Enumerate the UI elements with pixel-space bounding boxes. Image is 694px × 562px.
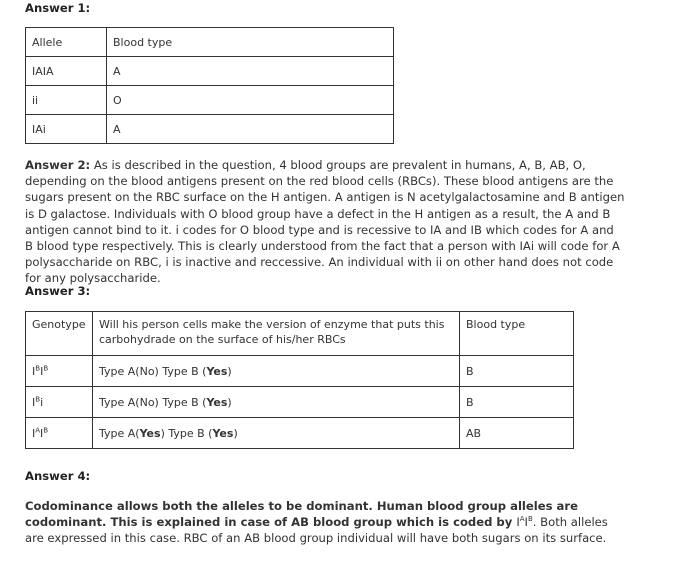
enzyme-cell: Type A(Yes) Type B (Yes) [93, 418, 460, 449]
type-a-value: (No) [135, 364, 159, 378]
blood-type-cell: O [107, 86, 394, 115]
genotype-base: i [40, 395, 44, 409]
blood-type-cell: B [460, 387, 574, 418]
answer2-heading: Answer 2: [25, 158, 91, 172]
header-cell: Allele [26, 28, 107, 57]
header-cell: Blood type [107, 28, 394, 57]
genotype-sup: B [43, 363, 49, 372]
type-a-value: (No) [135, 395, 159, 409]
answer3-heading: Answer 3: [25, 284, 91, 298]
genotype-base: I [32, 364, 36, 378]
genotype-base: I [32, 395, 36, 409]
table-header-row [26, 28, 394, 57]
type-b-value: Yes [206, 395, 228, 409]
genotype-base: I [32, 426, 36, 440]
type-a-label: Type A [99, 364, 136, 378]
type-a-label: Type A [99, 426, 136, 440]
answer4-rest-text: . Both alleles are expressed in this case. RBC of an AB blood group individual will have both sugars on its surface. [25, 515, 608, 546]
blood-type-cell: AB [460, 418, 574, 449]
table-row [26, 387, 574, 418]
genotype-base: I [40, 364, 44, 378]
blood-type-cell: A [107, 57, 394, 86]
genotype-cell [26, 418, 93, 449]
genotype-sup: B [35, 363, 41, 372]
answer1-heading: Answer 1: [25, 1, 91, 15]
genotype-sup: B [527, 515, 533, 524]
table-row [26, 57, 394, 86]
answer4-bold-text: Codominance allows both the alleles to be dominant. Human blood group alleles are codominant. This is explained in case of AB blood group which is coded by [25, 499, 578, 530]
genotype-table [25, 311, 574, 449]
genotype-sup: A [35, 425, 41, 434]
table-row [26, 115, 394, 144]
type-b-value: Yes [212, 426, 234, 440]
type-b-value: Yes [206, 364, 228, 378]
header-cell: Blood type [460, 312, 574, 356]
type-b-label: Type B [164, 426, 209, 440]
enzyme-cell: Type A(No) Type B (Yes) [93, 387, 460, 418]
genotype-sup: A [519, 515, 525, 524]
type-a-label: Type A [99, 395, 136, 409]
table-row [26, 418, 574, 449]
genotype-base: I [40, 426, 44, 440]
blood-type-cell: B [460, 356, 574, 387]
type-a-value: Yes [139, 426, 161, 440]
genotype-cell [26, 387, 93, 418]
allele-cell: IAIA [26, 57, 107, 86]
genotype-sup: B [43, 425, 49, 434]
table-row [26, 356, 574, 387]
allele-cell: ii [26, 86, 107, 115]
table-row [26, 86, 394, 115]
answer4-heading: Answer 4: [25, 469, 91, 483]
enzyme-cell: Type A(No) Type B (Yes) [93, 356, 460, 387]
answer4-paragraph [25, 498, 625, 547]
type-b-label: Type B [158, 395, 203, 409]
answer2-paragraph [25, 157, 625, 287]
type-b-label: Type B [158, 364, 203, 378]
genotype-sup: B [35, 394, 41, 403]
genotype-base: I [524, 515, 528, 530]
header-cell: Genotype [26, 312, 93, 356]
allele-cell: IAi [26, 115, 107, 144]
genotype-cell [26, 356, 93, 387]
answer2-text: As is described in the question, 4 blood groups are prevalent in humans, A, B, AB, O, depending on the blood antigens present on the red blood cells (RBCs). These blood antigens are the sugars present on the RBC surface on the H antigen. A antigen is N acetylgalactosamine and B antigen is D galactose. Individuals with O blood group have a defect in the H antigen as a result, the A and B antigen cannot bind to it. i codes for O blood type and is recessive to IA and IB which codes for A and B blood type respectively. This is clearly understood from the fact that a person with IAi will code for A polysaccharide on RBC, i is inactive and reccessive. An individual with ii on other hand does not code for any polysaccharide. [25, 158, 625, 286]
header-cell: Will his person cells make the version of enzyme that puts this carbohydrade on the surface of his/her RBCs [93, 312, 460, 356]
genotype-base: I [516, 515, 520, 530]
table-header-row [26, 312, 574, 356]
blood-type-cell: A [107, 115, 394, 144]
allele-table [25, 27, 394, 144]
